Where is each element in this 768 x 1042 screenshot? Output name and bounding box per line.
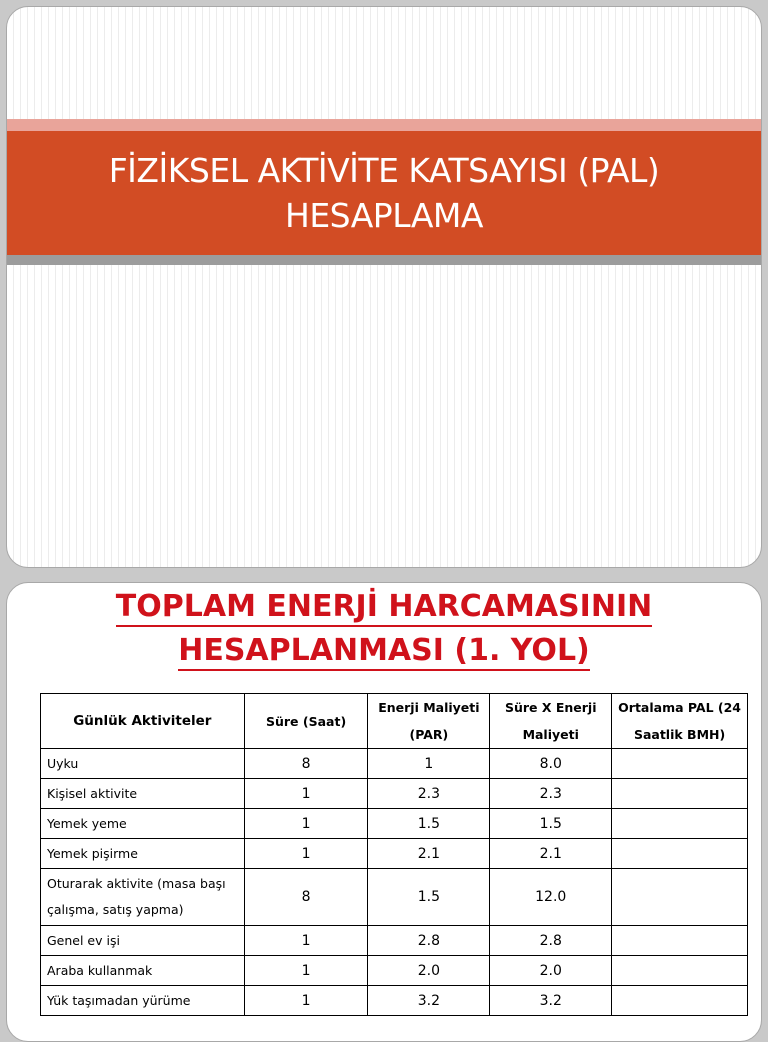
table-row: [41, 749, 748, 779]
heading-line-1: TOPLAM ENERJİ HARCAMASININ: [116, 589, 652, 627]
title-band: [7, 131, 761, 255]
product-cell: 2.8: [490, 926, 612, 956]
pal-cell: [612, 749, 748, 779]
table-row: [41, 926, 748, 956]
product-cell: 2.1: [490, 839, 612, 869]
table-row: [41, 809, 748, 839]
activity-cell: Uyku: [41, 749, 245, 779]
column-header-hours: Süre (Saat): [244, 694, 368, 749]
table-row: [41, 839, 748, 869]
slide-title-line-2: HESAPLAMA: [285, 196, 483, 235]
product-cell: 2.0: [490, 956, 612, 986]
hours-cell: 8: [244, 749, 368, 779]
table-slide: [6, 582, 762, 1042]
pal-cell: [612, 986, 748, 1016]
pal-cell: [612, 839, 748, 869]
column-header-pal: Ortalama PAL (24 Saatlik BMH): [612, 694, 748, 749]
table-row: [41, 986, 748, 1016]
product-cell: 2.3: [490, 779, 612, 809]
slide-title: [109, 148, 660, 238]
product-cell: 12.0: [490, 869, 612, 926]
hours-cell: 1: [244, 956, 368, 986]
column-header-par: Enerji Maliyeti (PAR): [368, 694, 490, 749]
title-band-accent-bottom: [7, 255, 761, 265]
par-cell: 3.2: [368, 986, 490, 1016]
hours-cell: 1: [244, 986, 368, 1016]
hours-cell: 1: [244, 779, 368, 809]
table-slide-heading: [7, 585, 761, 673]
pal-cell: [612, 869, 748, 926]
activity-cell: Yemek pişirme: [41, 839, 245, 869]
activity-cell: Kişisel aktivite: [41, 779, 245, 809]
pal-cell: [612, 926, 748, 956]
hours-cell: 1: [244, 839, 368, 869]
table-row: [41, 956, 748, 986]
hours-cell: 8: [244, 869, 368, 926]
activity-cell: Araba kullanmak: [41, 956, 245, 986]
par-cell: 1.5: [368, 809, 490, 839]
par-cell: 2.1: [368, 839, 490, 869]
title-band-accent-top: [7, 119, 761, 131]
product-cell: 8.0: [490, 749, 612, 779]
table-header-row: [41, 694, 748, 749]
pal-cell: [612, 956, 748, 986]
slide-title-line-1: FİZİKSEL AKTİVİTE KATSAYISI (PAL): [108, 151, 660, 190]
activity-cell: Yük taşımadan yürüme: [41, 986, 245, 1016]
table-row: [41, 869, 748, 926]
activity-table: [40, 693, 748, 1016]
product-cell: 3.2: [490, 986, 612, 1016]
par-cell: 2.8: [368, 926, 490, 956]
heading-line-2: HESAPLANMASI (1. YOL): [178, 633, 590, 671]
pal-cell: [612, 809, 748, 839]
pal-cell: [612, 779, 748, 809]
product-cell: 1.5: [490, 809, 612, 839]
activity-cell: Oturarak aktivite (masa başı çalışma, satış yapma): [41, 869, 245, 926]
hours-cell: 1: [244, 809, 368, 839]
par-cell: 1: [368, 749, 490, 779]
par-cell: 2.0: [368, 956, 490, 986]
activity-cell: Yemek yeme: [41, 809, 245, 839]
column-header-product: Süre X Enerji Maliyeti: [490, 694, 612, 749]
table-row: [41, 779, 748, 809]
column-header-activity: Günlük Aktiviteler: [41, 694, 245, 749]
activity-cell: Genel ev işi: [41, 926, 245, 956]
hours-cell: 1: [244, 926, 368, 956]
title-slide: [6, 6, 762, 568]
par-cell: 1.5: [368, 869, 490, 926]
par-cell: 2.3: [368, 779, 490, 809]
